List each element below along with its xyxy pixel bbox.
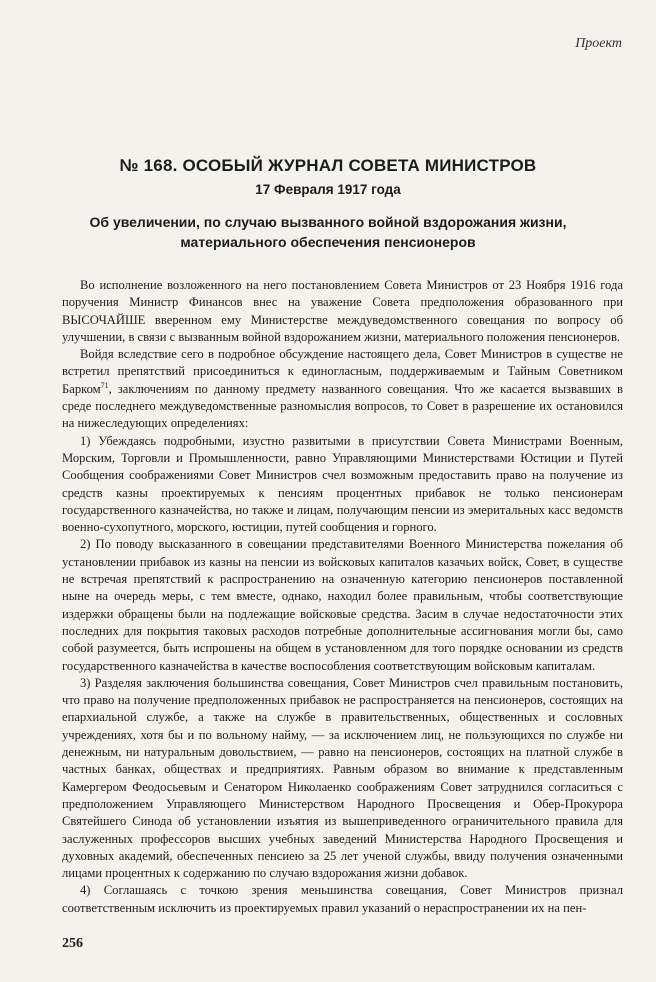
paragraph-2-part-b: , заключениям по данному предмету названного совещания. Что же касается вызвавших в среде последнего междуведомственные разномыслия вопросов, то Совет в разрешение их остановился на нижеследующих определениях: <box>62 381 623 431</box>
paragraph-2 <box>62 346 623 432</box>
paragraph-5: 3) Разделяя заключения большинства совещания, Совет Министров счел правильным постановить, что право на получение предположенных прибавок не распространяется на пенсионеров, состоящих на епархиальной службе, а также на службе в правительственных, общественных и сословных учреждениях, хотя бы и по вольному найму, — за исключением лиц, не пользующихся по службе ни денежным, ни натуральным довольствием, — равно на пенсионеров, состоящих на платной службе в частных банках, обществах и предприятиях. Равным образом во внимание к представленным Камергером Феодосьевым и Сенатором Николаенко соображениям Совет затруднился согласиться с предположением Управляющего Министерством Народного Просвещения и Обер-Прокурора Святейшего Синода об установлении изъятия из вышеприведенного ограничительного правила для заслуженных профессоров высших учебных заведений Министерства Народного Просвещения и духовных академий, обеспеченных пенсиею за 25 лет ученой службы, ввиду получения означенными лицами процентных к содержанию по случаю вздорожания жизни добавок. <box>62 675 623 881</box>
subtitle-line-2: материального обеспечения пенсионеров <box>180 234 476 250</box>
subtitle-line-1: Об увеличении, по случаю вызванного войной вздорожания жизни, <box>89 214 567 230</box>
paragraph-3: 1) Убеждаясь подробными, изустно развитыми в присутствии Совета Министрами Военным, Морским, Торговли и Промышленности, равно Управляющими Министерствами Юстиции и Путей Сообщения соображениями Совет Министров счел возможным предоставить право на получение из средств казны проектируемых к пенсиям процентных прибавок не только пенсионерам государственного казначейства, но также и лицам, получающим пенсии из эмеритальных касс ведомств военно-сухопутного, морского, юстиции, путей сообщения и горного. <box>62 433 623 535</box>
paragraph-6: 4) Соглашаясь с точкою зрения меньшинства совещания, Совет Министров признал соответственным исключить из проектируемых правил указаний о нераспространении их на пен- <box>62 883 623 915</box>
document-title: № 168. ОСОБЫЙ ЖУРНАЛ СОВЕТА МИНИСТРОВ <box>119 156 537 175</box>
document-subtitle <box>60 212 596 252</box>
footnote-ref-71: 71 <box>100 380 109 390</box>
page-number: 256 <box>62 936 83 951</box>
paragraph-1: Во исполнение возложенного на него постановлением Совета Министров от 23 Ноября 1916 года поручения Министр Финансов внес на уважение Совета предположения образованного при ВЫСОЧАЙШЕ вверенном ему Министерстве междуведомственного совещания по вопросу об улучшении, в связи с вызванным войной вздорожанием жизни, материального положения пенсионеров. <box>62 278 623 344</box>
document-date: 17 Февраля 1917 года <box>255 182 401 197</box>
paragraph-4: 2) По поводу высказанного в совещании представителями Военного Министерства пожелания об установлении прибавок из казны на пенсии из войсковых капиталов казачьих войск, Совет, в существе не встречая препятствий к распространению на означенную категорию пенсионеров поставленной ныне на очередь меры, с тем вместе, однако, находил более правильным, чтобы соответствующие издержки обращены были на подлежащие войсковые средства. Засим в случае недостаточности этих последних для покрытия таковых расходов потребные дополнительные ассигнования могли бы, само собой разумеется, быть испрошены на общем в установленном для того порядке основании из средств государственного казначейства в качестве воспособления соответствующим войсковым капиталам. <box>62 537 623 673</box>
paragraph-2-part-a: Войдя вследствие сего в подробное обсуждение настоящего дела, Совет Министров в существе не встретил препятствий присоединиться к единогласным, поддерживаемым и Тайным Советником Барком <box>62 347 623 396</box>
document-body <box>62 277 623 917</box>
header-tag: Проект <box>575 36 622 51</box>
